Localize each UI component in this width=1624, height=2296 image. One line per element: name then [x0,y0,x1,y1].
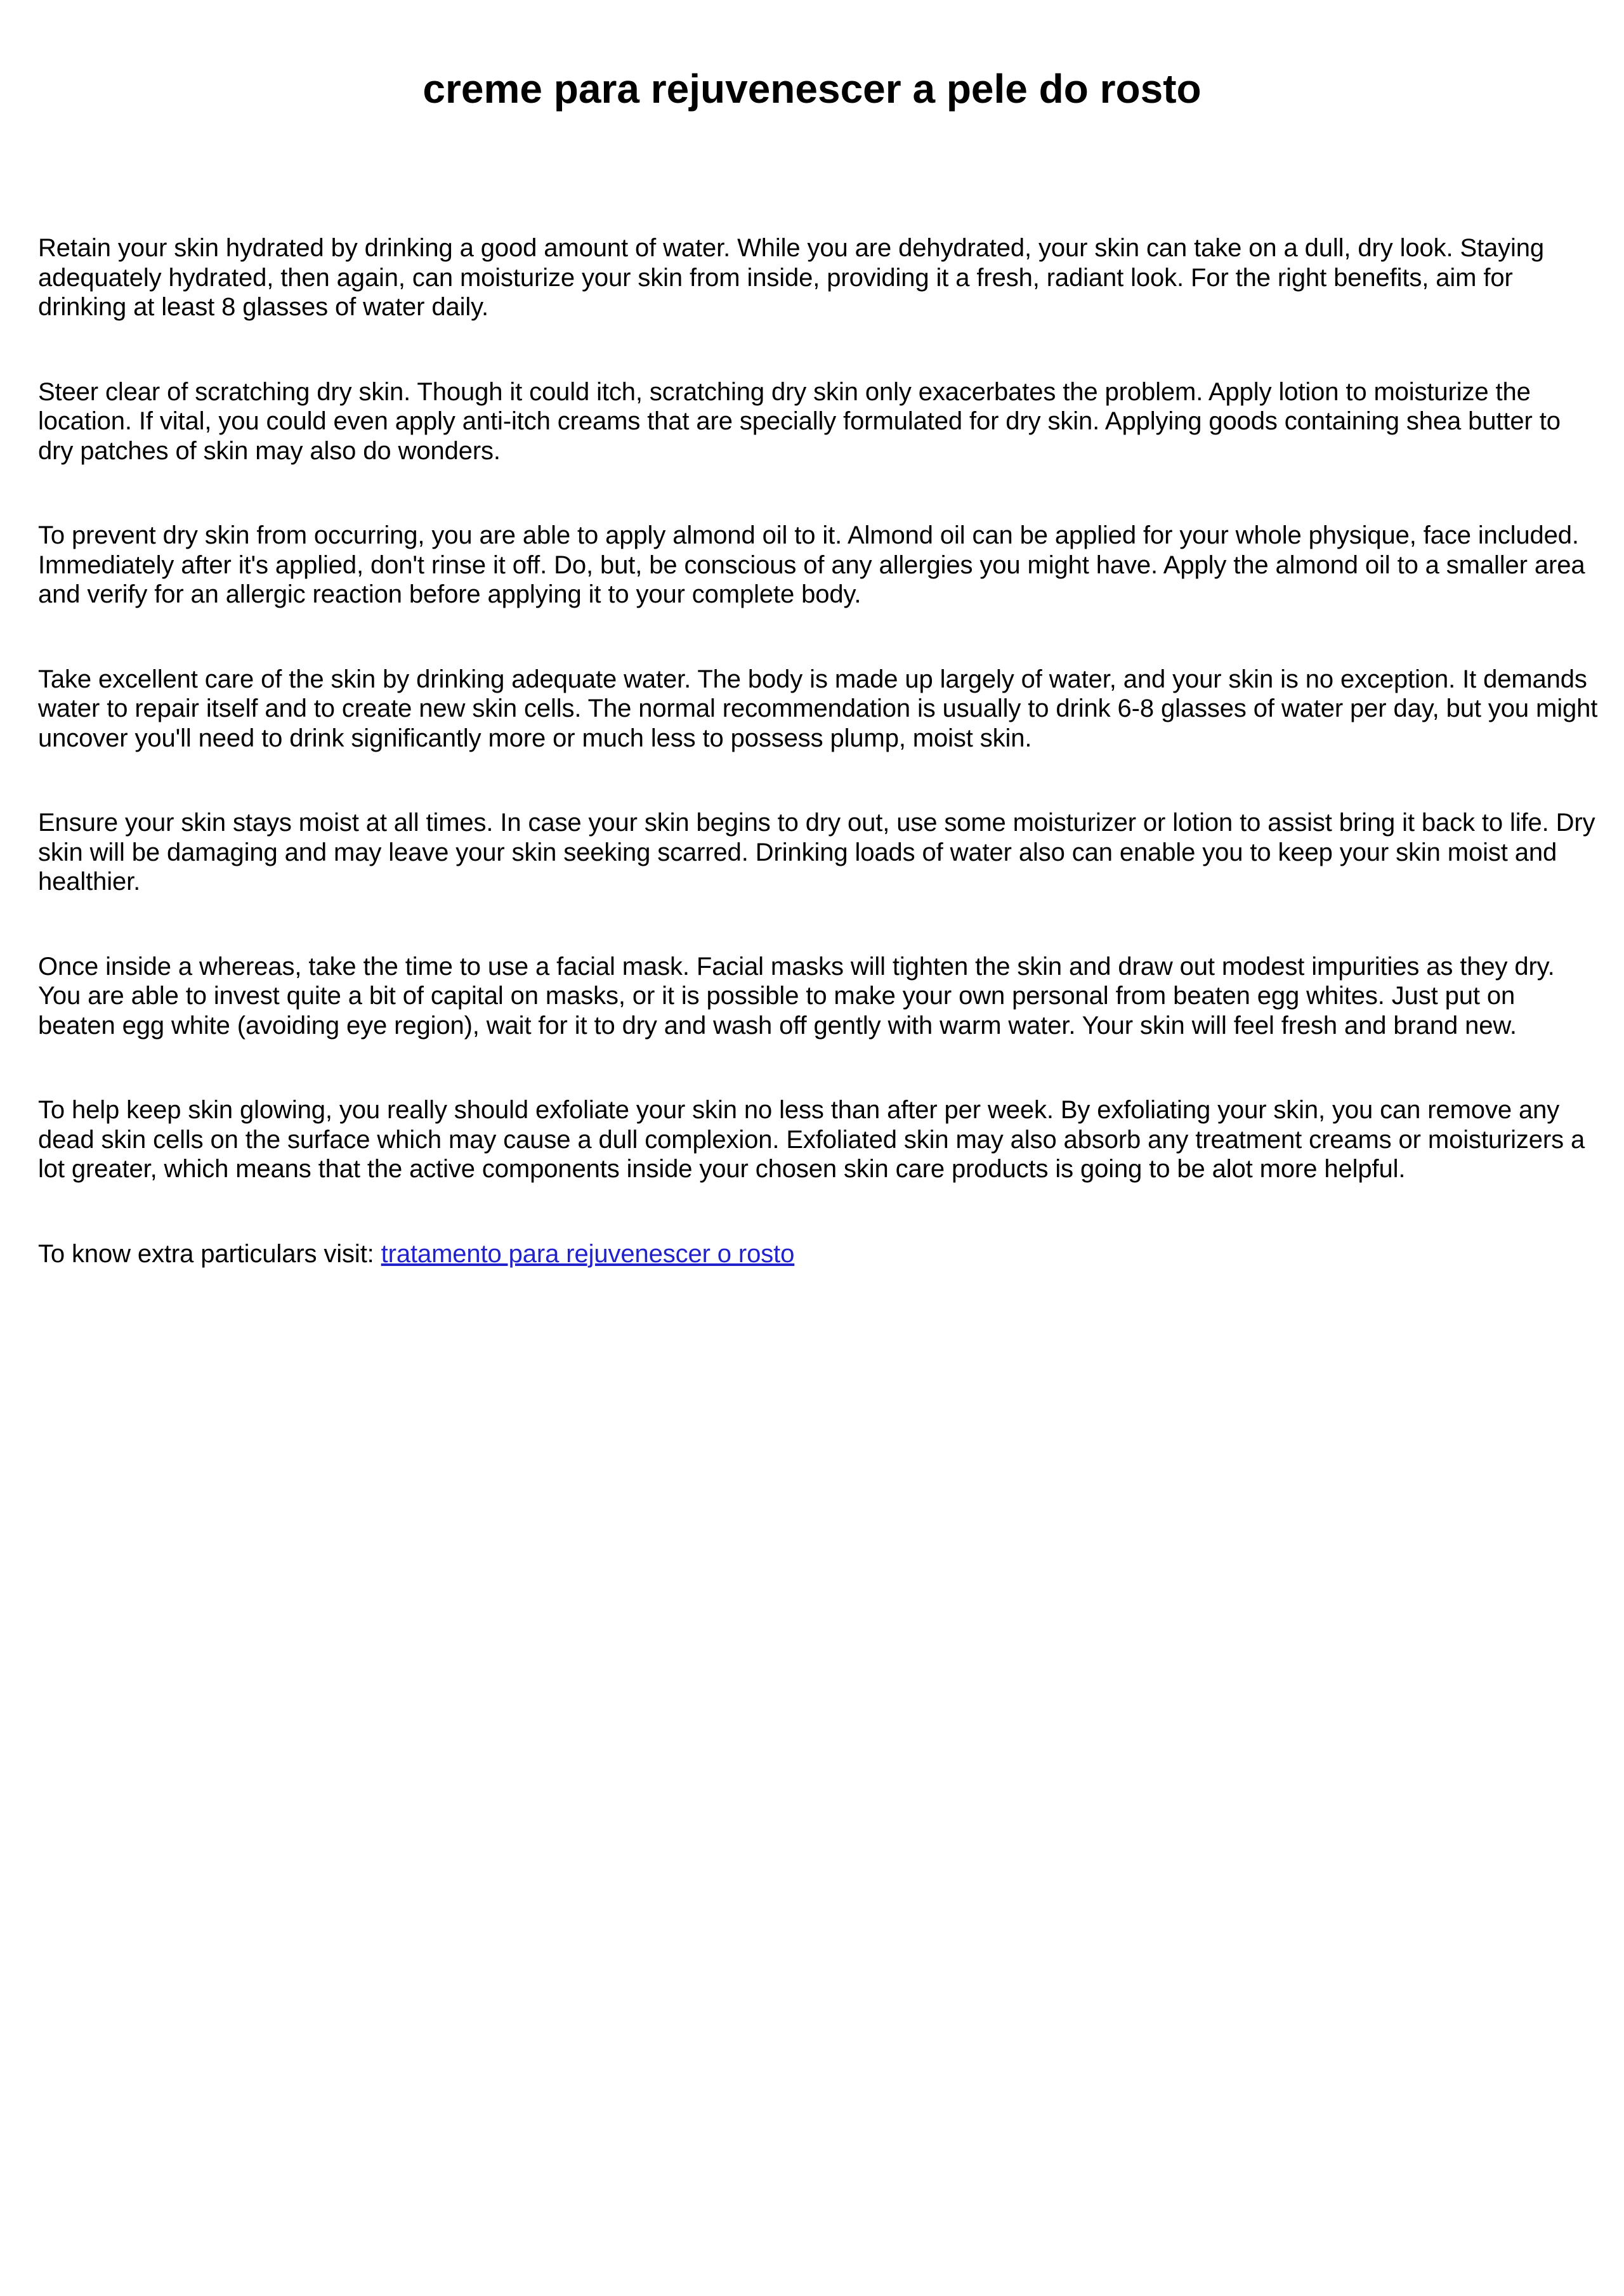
footer-prefix: To know extra particulars visit: [38,1239,381,1268]
footer-line [38,1239,1599,1269]
paragraph-moist-skin: Ensure your skin stays moist at all times. In case your skin begins to dry out, use some moisturizer or lotion to assist bring it back to life. Dry skin will be damaging and may leave your skin seeking scarred. Drinking loads of water also can enable you to keep your skin moist and healthier. [38,809,1595,896]
paragraph-hydration: Retain your skin hydrated by drinking a good amount of water. While you are dehydrated, your skin can take on a dull, dry look. Staying adequately hydrated, then again, can moisturize your skin from inside, providing it a fresh, radiant look. For the right benefits, aim for drinking at least 8 glasses of water daily. [38,234,1545,321]
document-title: creme para rejuvenescer a pele do rosto [422,66,1202,112]
paragraph-scratching: Steer clear of scratching dry skin. Though it could itch, scratching dry skin only exacerbates the problem. Apply lotion to moisturize the location. If vital, you could even apply anti-itch creams that are specially formulated for dry skin. Applying goods containing shea butter to dry patches of skin may also do wonders. [38,377,1561,465]
treatment-link[interactable]: tratamento para rejuvenescer o rosto [381,1239,795,1268]
paragraph-almond-oil: To prevent dry skin from occurring, you are able to apply almond oil to it. Almond oil can be applied for your whole physique, face included. Immediately after it's applied, don't rinse it off. Do, but, be conscious of any allergies you might have. Apply the almond oil to a smaller area and verify for an allergic reaction before applying it to your complete body. [38,521,1585,608]
paragraph-water-care: Take excellent care of the skin by drinking adequate water. The body is made up largely of water, and your skin is no exception. It demands water to repair itself and to create new skin cells. The normal recommendation is usually to drink 6-8 glasses of water per day, but you might uncover you'll need to drink significantly more or much less to possess plump, moist skin. [38,665,1598,752]
paragraph-facial-mask: Once inside a whereas, take the time to use a facial mask. Facial masks will tighten the skin and draw out modest impurities as they dry. You are able to invest quite a bit of capital on masks, or it is possible to make your own personal from beaten egg whites. Just put on beaten egg white (avoiding eye region), wait for it to dry and wash off gently with warm water. Your skin will feel fresh and brand new. [38,952,1555,1040]
document-body [38,233,1599,1324]
paragraph-exfoliate: To help keep skin glowing, you really should exfoliate your skin no less than after per week. By exfoliating your skin, you can remove any dead skin cells on the surface which may cause a dull complexion. Exfoliated skin may also absorb any treatment creams or moisturizers a lot greater, which means that the active components inside your chosen skin care products is going to be alot more helpful. [38,1096,1585,1183]
